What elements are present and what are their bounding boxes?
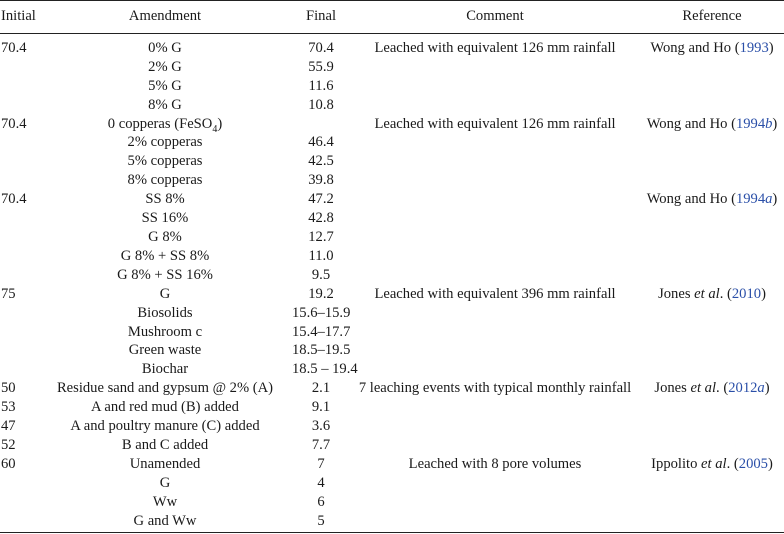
cell-reference: [640, 96, 784, 115]
cell-initial: [0, 58, 38, 77]
cell-final: 5: [292, 512, 350, 533]
cell-amendment: B and C added: [121, 436, 209, 453]
cell-amendment: A and poultry manure (C) added: [70, 418, 260, 435]
cell-reference: [640, 323, 784, 342]
cell-comment: Leached with 8 pore volumes: [408, 455, 582, 472]
cell-reference: [640, 266, 784, 285]
table-row: [0, 323, 784, 342]
ref-year-link[interactable]: 1994: [735, 191, 766, 208]
cell-reference: [640, 341, 784, 360]
cell-amendment: G 8% + SS 8%: [120, 247, 210, 264]
cell-initial: [0, 247, 38, 266]
cell-reference: Jones et al. (2012a): [654, 380, 770, 397]
cell-comment: [350, 152, 640, 171]
cell-comment: Leached with equivalent 396 mm rainfall: [374, 285, 616, 302]
ref-authors: Wong and Ho: [646, 115, 728, 132]
cell-amendment: 2% G: [148, 58, 182, 75]
cell-initial: [0, 512, 38, 533]
ref-year-suffix[interactable]: a: [765, 191, 773, 208]
cell-reference: [640, 228, 784, 247]
cell-comment: [350, 398, 640, 417]
header-final: Final: [292, 1, 350, 34]
table-row: [0, 133, 784, 152]
cell-final: 47.2: [308, 191, 334, 208]
cell-reference: Wong and Ho (1994a): [646, 191, 778, 208]
cell-comment: [350, 341, 640, 360]
cell-final: 4: [317, 474, 325, 491]
cell-amendment: Ww: [152, 493, 178, 510]
cell-initial: 70.4: [1, 191, 27, 208]
cell-reference: [640, 247, 784, 266]
table-row: [0, 417, 784, 436]
table-row: [0, 228, 784, 247]
table-row: [0, 115, 784, 134]
ref-authors: Jones: [654, 380, 691, 397]
table-row: [0, 152, 784, 171]
cell-comment: [350, 493, 640, 512]
table-row: [0, 398, 784, 417]
cell-comment: [350, 417, 640, 436]
cell-reference: [640, 493, 784, 512]
cell-comment: [350, 323, 640, 342]
table-row: [0, 436, 784, 455]
header-reference: Reference: [640, 1, 784, 34]
table-row: [0, 379, 784, 398]
cell-initial: [0, 77, 38, 96]
cell-amendment: 5% copperas: [127, 153, 203, 170]
ref-etal: et al: [701, 455, 727, 472]
cell-comment: [350, 171, 640, 190]
cell-amendment: 8% copperas: [127, 172, 203, 189]
cell-reference: [640, 398, 784, 417]
cell-reference: [640, 360, 784, 379]
cell-reference: Jones et al. (2010): [658, 285, 766, 302]
cell-amendment: 8% G: [148, 96, 182, 113]
amendment-subscript: 4: [212, 123, 218, 135]
amendment-tail: ): [217, 115, 223, 132]
header-row: [0, 1, 784, 34]
cell-comment: [350, 228, 640, 247]
cell-final: 12.7: [308, 228, 334, 245]
cell-initial: 75: [1, 285, 16, 302]
cell-final: 7: [317, 455, 325, 472]
cell-comment: [350, 436, 640, 455]
cell-reference: [640, 77, 784, 96]
cell-amendment: Biochar: [141, 361, 189, 378]
cell-comment: [350, 96, 640, 115]
cell-comment: [350, 190, 640, 209]
cell-initial: [0, 266, 38, 285]
cell-reference: [640, 436, 784, 455]
header-initial: Initial: [0, 1, 38, 34]
cell-amendment: G and Ww: [38, 512, 292, 533]
ref-authors: Ippolito: [651, 455, 702, 472]
cell-reference: [640, 152, 784, 171]
cell-initial: 70.4: [1, 39, 27, 56]
cell-final: 42.5: [308, 153, 334, 170]
cell-comment: [350, 209, 640, 228]
cell-initial: 52: [1, 436, 16, 453]
table-row: [0, 171, 784, 190]
cell-comment: [350, 474, 640, 493]
cell-final: 39.8: [308, 172, 334, 189]
cell-amendment: G 8% + SS 16%: [117, 266, 213, 283]
cell-final: 3.6: [311, 418, 331, 435]
cell-amendment: Mushroom c: [127, 323, 203, 340]
table-row: [0, 455, 784, 474]
table-row: [0, 304, 784, 323]
cell-amendment: G: [159, 474, 171, 491]
cell-comment: [350, 58, 640, 77]
table-row: [0, 266, 784, 285]
cell-final: 9.1: [311, 399, 331, 416]
cell-initial: [0, 474, 38, 493]
table-row: [0, 96, 784, 115]
cell-reference: [640, 58, 784, 77]
cell-initial: [0, 304, 38, 323]
cell-reference: Wong and Ho (1994b): [646, 115, 778, 132]
cell-reference: [640, 133, 784, 152]
cell-final: 70.4: [308, 39, 334, 56]
table-row: [0, 58, 784, 77]
ref-year-link[interactable]: 2012: [728, 380, 758, 397]
cell-amendment: Unamended: [129, 455, 201, 472]
ref-etal: et al: [690, 380, 717, 397]
table-row: [0, 77, 784, 96]
cell-amendment: G: [159, 285, 171, 302]
cell-initial: [0, 360, 38, 379]
cell-initial: [0, 96, 38, 115]
cell-final: [292, 115, 350, 134]
cell-final: 11.0: [308, 247, 334, 264]
cell-initial: [0, 209, 38, 228]
cell-reference: [640, 209, 784, 228]
cell-amendment: Residue sand and gypsum @ 2% (A): [56, 380, 274, 397]
cell-initial: [0, 493, 38, 512]
cell-final: 6: [317, 493, 325, 510]
table-row: [0, 190, 784, 209]
table-row: [0, 360, 784, 379]
cell-amendment: [38, 115, 292, 134]
ref-year-link[interactable]: 1993: [739, 39, 769, 56]
cell-comment: [350, 304, 640, 323]
table-row: [0, 33, 784, 57]
cell-initial: 47: [1, 418, 16, 435]
table-row: [0, 341, 784, 360]
cell-initial: [0, 323, 38, 342]
cell-amendment: 2% copperas: [127, 134, 203, 151]
table-body: [0, 33, 784, 533]
amendment-text: 0 copperas (FeSO: [107, 115, 213, 132]
header-comment: Comment: [350, 1, 640, 34]
cell-comment: [350, 77, 640, 96]
cell-final: 9.5: [311, 266, 331, 283]
ref-authors: Wong and Ho: [646, 191, 728, 208]
ref-year-link[interactable]: 2010: [731, 285, 762, 302]
cell-comment: [350, 266, 640, 285]
cell-amendment: SS 16%: [141, 210, 189, 227]
cell-comment: [350, 133, 640, 152]
ref-year-link[interactable]: 2005: [738, 455, 768, 472]
ref-etal: et al: [694, 285, 720, 302]
cell-final: 10.8: [308, 96, 334, 113]
cell-comment: [350, 360, 640, 379]
cell-comment: 7 leaching events with typical monthly rainfall: [358, 380, 632, 397]
cell-comment: [350, 247, 640, 266]
ref-year-suffix[interactable]: a: [757, 380, 765, 397]
cell-amendment: Biosolids: [137, 304, 193, 321]
cell-initial: 70.4: [1, 115, 27, 132]
cell-amendment: 0% G: [148, 39, 182, 56]
cell-amendment: SS 8%: [145, 191, 185, 208]
table-row: [0, 474, 784, 493]
ref-authors: Wong and Ho: [650, 39, 732, 56]
cell-initial: [0, 152, 38, 171]
cell-final: 7.7: [311, 436, 331, 453]
table-header: [0, 1, 784, 34]
cell-initial: [0, 171, 38, 190]
header-amendment: Amendment: [38, 1, 292, 34]
cell-final: 55.9: [308, 58, 334, 75]
cell-final: 46.4: [308, 134, 334, 151]
cell-final: 2.1: [311, 380, 331, 397]
cell-initial: 60: [1, 455, 16, 472]
table-row: [0, 209, 784, 228]
cell-final: 15.6–15.9: [292, 304, 351, 321]
ref-authors: Jones: [658, 285, 695, 302]
cell-comment: Leached with equivalent 126 mm rainfall: [374, 39, 616, 56]
cell-initial: [0, 341, 38, 360]
cell-amendment: G 8%: [148, 228, 182, 245]
cell-reference: [640, 304, 784, 323]
cell-final: 15.4–17.7: [292, 323, 351, 340]
ref-year-link[interactable]: 1994: [735, 115, 766, 132]
cell-final: 18.5–19.5: [292, 342, 351, 359]
ref-year-suffix[interactable]: b: [765, 115, 773, 132]
cell-reference: [640, 512, 784, 533]
cell-amendment: Green waste: [128, 342, 202, 359]
table-row: [0, 247, 784, 266]
cell-amendment: 5% G: [148, 77, 182, 94]
cell-reference: Ippolito et al. (2005): [651, 455, 773, 472]
cell-initial: 50: [1, 380, 16, 397]
cell-final: 19.2: [308, 285, 334, 302]
cell-final: 18.5 – 19.4: [292, 361, 358, 378]
table-row: [0, 285, 784, 304]
table-row: [0, 493, 784, 512]
cell-amendment: A and red mud (B) added: [91, 399, 239, 416]
cell-initial: [0, 133, 38, 152]
cell-final: 42.8: [308, 210, 334, 227]
cell-initial: 53: [1, 399, 16, 416]
cell-initial: [0, 228, 38, 247]
cell-comment: Leached with equivalent 126 mm rainfall: [374, 115, 616, 132]
table-row: [0, 512, 784, 533]
cell-reference: [640, 417, 784, 436]
cell-comment: [350, 512, 640, 533]
cell-final: 11.6: [308, 77, 334, 94]
cell-reference: [640, 171, 784, 190]
cell-reference: [640, 474, 784, 493]
cell-reference: Wong and Ho (1993): [650, 39, 774, 56]
